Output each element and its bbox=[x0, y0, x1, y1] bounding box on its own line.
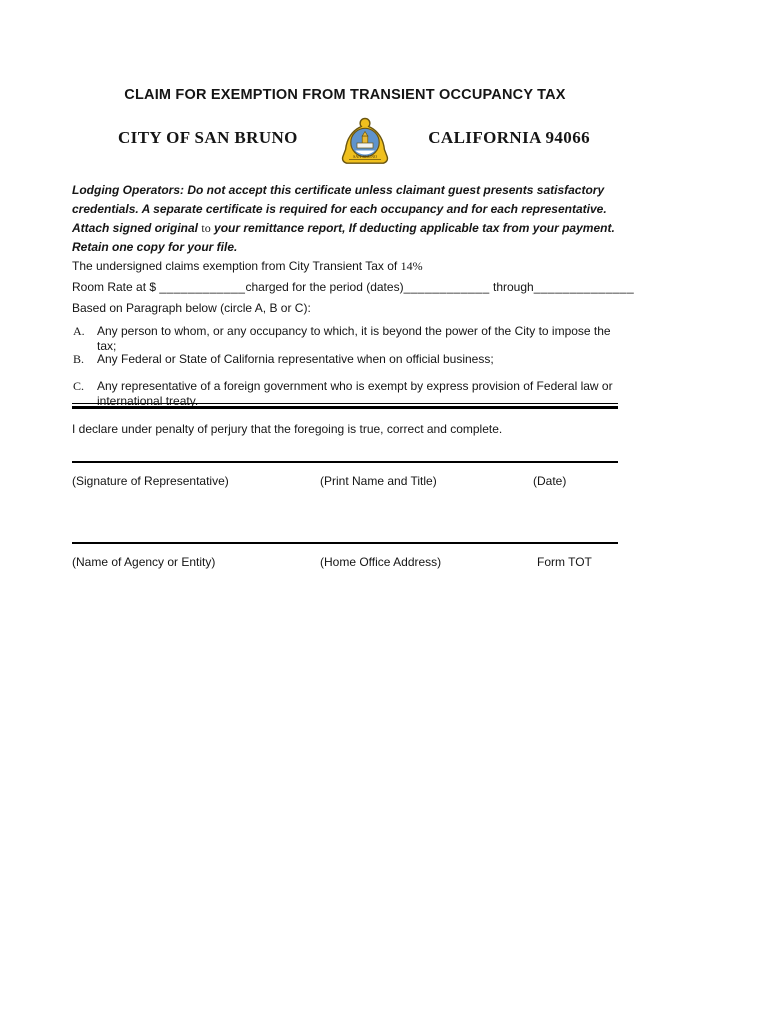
page-title: CLAIM FOR EXEMPTION FROM TRANSIENT OCCUPANCY TAX bbox=[124, 87, 566, 103]
attach-original-notice bbox=[72, 219, 618, 257]
agency-entity-label: (Name of Agency or Entity) bbox=[72, 555, 216, 569]
based-on-paragraph-line: Based on Paragraph below (circle A, B or C): bbox=[72, 301, 311, 315]
paragraph-b-letter: B. bbox=[73, 352, 85, 366]
print-name-title-label: (Print Name and Title) bbox=[320, 474, 437, 488]
date-label: (Date) bbox=[533, 474, 567, 488]
paragraph-a-letter: A. bbox=[73, 324, 85, 338]
signature-of-representative-label: (Signature of Representative) bbox=[72, 474, 229, 488]
attach-seg1: Attach signed original bbox=[72, 221, 202, 235]
attach-seg3: your remittance report, If deducting applicable tax from your payment. Retain one copy for your file. bbox=[72, 221, 615, 254]
through-label: through bbox=[489, 280, 534, 294]
lodging-operators-notice: Lodging Operators: Do not accept this certificate unless claimant guest presents satisfactory credentials. A separate certificate is required for each occupancy and for each representative. bbox=[72, 183, 607, 216]
state-zip: CALIFORNIA 94066 bbox=[428, 128, 590, 147]
san-bruno-city-seal-icon bbox=[337, 116, 393, 173]
city-name: CITY OF SAN BRUNO bbox=[118, 128, 298, 147]
form-content bbox=[72, 0, 635, 1024]
paragraph-b-text: Any Federal or State of California representative when on official business; bbox=[97, 352, 494, 366]
period-label: charged for the period (dates) bbox=[245, 280, 404, 294]
paragraph-option-b[interactable] bbox=[72, 352, 618, 367]
form-tot-label: Form TOT bbox=[537, 555, 592, 569]
section-divider-rule bbox=[72, 403, 618, 409]
perjury-declaration: I declare under penalty of perjury that the foregoing is true, correct and complete. bbox=[72, 422, 503, 436]
paragraph-option-a[interactable] bbox=[72, 324, 618, 354]
signature-line-1[interactable] bbox=[72, 461, 618, 463]
room-rate-line bbox=[72, 280, 635, 294]
tax-rate-value: 14% bbox=[400, 259, 423, 273]
paragraph-c-letter: C. bbox=[73, 379, 85, 393]
home-office-address-label: (Home Office Address) bbox=[320, 555, 442, 569]
room-rate-label: Room Rate at $ bbox=[72, 280, 160, 294]
city-header bbox=[72, 116, 618, 174]
attach-seg2: to bbox=[201, 221, 211, 235]
paragraph-a-text: Any person to whom, or any occupancy to which, it is beyond the power of the City to impose the tax; bbox=[97, 324, 611, 353]
signature-line-2[interactable] bbox=[72, 542, 618, 544]
room-rate-blank[interactable]: ____________ bbox=[159, 280, 246, 294]
exemption-claim-text: The undersigned claims exemption from City Transient Tax of bbox=[72, 259, 401, 273]
paragraph-c-text: Any representative of a foreign government who is exempt by express provision of Federal law or international treaty. bbox=[97, 379, 613, 408]
period-end-blank[interactable]: ______________ bbox=[533, 280, 635, 294]
exemption-claim-line bbox=[72, 259, 618, 274]
period-start-blank[interactable]: ____________ bbox=[403, 280, 490, 294]
seal-caption: SAN BRUNO bbox=[352, 154, 378, 160]
